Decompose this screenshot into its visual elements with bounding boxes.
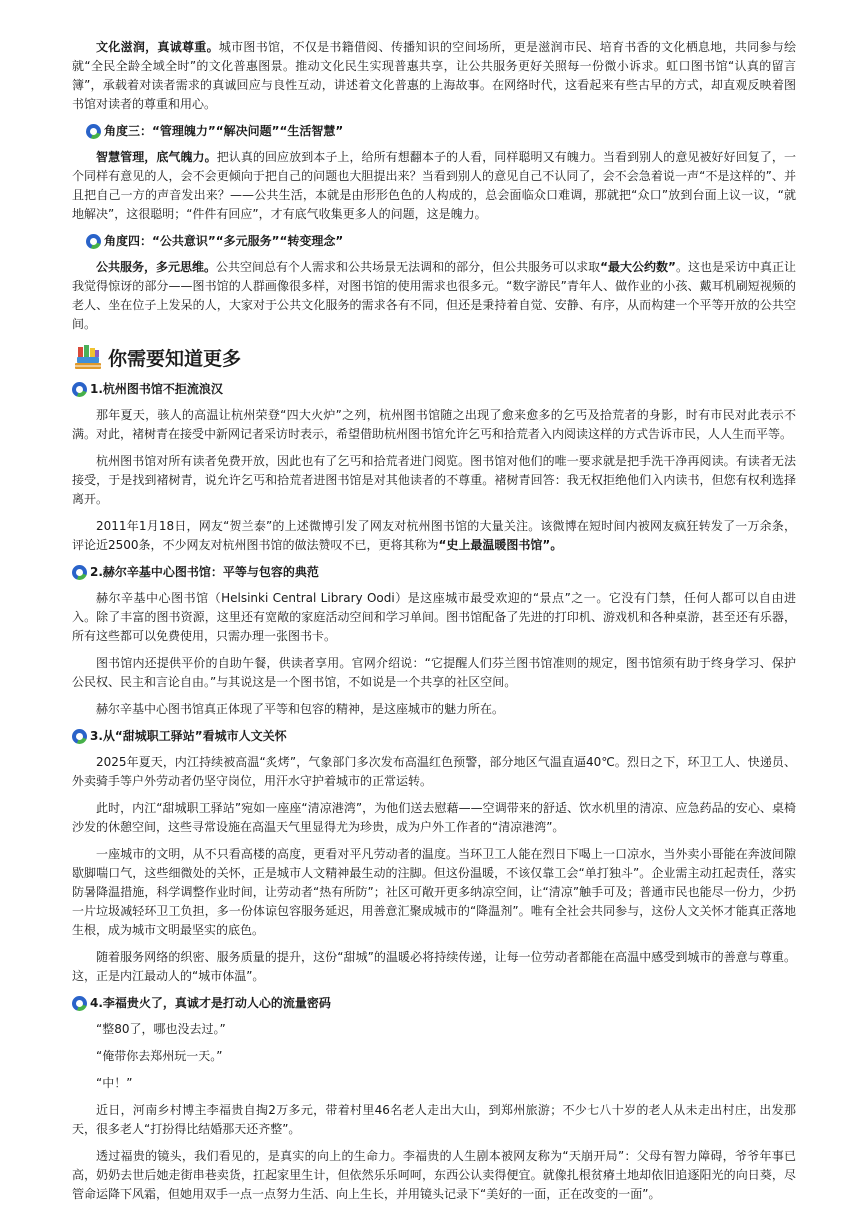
paragraph-text: 。这也是采访中真正让我觉得惊讶的部分——图书馆的人群画像很多样，对图书馆的使用需求也很多元。“数字游民”青年人、做作业的小孩、戴耳机刷短视频的老人、坐在位子上发呆的人，大家对于公共文化服务的需求各有不同，但还是秉持着自觉、安静、有序，从而构建一个平等开放的公共空间。 bbox=[72, 260, 796, 331]
angle-heading-text: 角度三：“管理魄力”“解决问题”“生活智慧” bbox=[104, 124, 344, 138]
paragraph-emphasis: “史上最温暖图书馆”。 bbox=[438, 538, 563, 552]
paragraph-emphasis: “最大公约数” bbox=[600, 260, 676, 274]
section-heading-text: 你需要知道更多 bbox=[108, 348, 242, 370]
paragraph: 那年夏天，骇人的高温让杭州荣登“四大火炉”之列，杭州图书馆随之出现了愈来愈多的乞丐及拾荒者的身影，时有市民对此表示不满。对此，褚树青在接受中新网记者采访时表示，希望借助杭州图书馆允许乞丐和拾荒者入内阅读这样的方式告诉市民，人人生而平等。 bbox=[72, 408, 796, 441]
angle-heading-text: 角度四：“公共意识”“多元服务”“转变理念” bbox=[104, 234, 344, 248]
pie-bullet-icon bbox=[86, 124, 101, 139]
paragraph-lead: 文化滋润，真诚尊重。 bbox=[96, 40, 219, 54]
pie-bullet-icon bbox=[72, 382, 87, 397]
pie-bullet-icon bbox=[72, 729, 87, 744]
subsection-heading-text: 4.李福贵火了，真诚才是打动人心的流量密码 bbox=[90, 996, 331, 1010]
paragraph-culture bbox=[72, 38, 796, 114]
subsection-heading-text: 3.从“甜城职工驿站”看城市人文关怀 bbox=[90, 729, 287, 743]
dialogue-line: “整80了，哪也没去过。” bbox=[96, 1022, 226, 1036]
subsection-heading-text: 2.赫尔辛基中心图书馆：平等与包容的典范 bbox=[90, 565, 319, 579]
pie-bullet-icon bbox=[72, 996, 87, 1011]
paragraph: 随着服务网络的织密、服务质量的提升，这份“甜城”的温暖必将持续传递，让每一位劳动者都能在高温中感受到城市的善意与尊重。这，正是内江最动人的“城市体温”。 bbox=[72, 950, 796, 983]
paragraph: 一座城市的文明，从不只看高楼的高度，更看对平凡劳动者的温度。当环卫工人能在烈日下喝上一口凉水，当外卖小哥能在奔波间隙歇脚喘口气，这些细微处的关怀，正是城市人文精神最生动的注脚。但这份温暖，不该仅靠工会“单打独斗”。企业需主动扛起责任，落实防暑降温措施，科学调整作业时间，让劳动者“热有所防”；社区可敞开更多纳凉空间，让“清凉”触手可及；普通市民也能尽一份力，少扔一片垃圾减轻环卫工负担，多一份体谅包容服务延迟，用善意汇聚成城市的“降温剂”。唯有全社会共同参与，这份人文关怀才能真正落地生根，成为城市文明最坚实的底色。 bbox=[72, 847, 796, 937]
paragraph: 图书馆内还提供平价的自助午餐，供读者享用。官网介绍说：“它提醒人们芬兰图书馆准则的规定，图书馆须有助于终身学习、保护公民权、民主和言论自由。”与其说这是一个图书馆，不如说是一个共享的社区空间。 bbox=[72, 656, 796, 689]
paragraph-text: 把认真的回应放到本子上，给所有想翻本子的人看，同样聪明又有魄力。当看到别人的意见被好好回复了，一个同样有意见的人，会不会更倾向于把自己的问题也大胆提出来？当看到别人的意见自己不认同了，会不会急着说一声“不是这样的”、并且把自己一方的声音发出来？——公共生活，本就是由形形色色的人构成的，总会面临众口难调，那就把“众口”放到台面上议一议，“就地解决”，这很聪明；“件件有回应”，才有底气收集更多人的问题，这是魄力。 bbox=[72, 150, 796, 221]
paragraph bbox=[72, 517, 796, 555]
subsection-heading-1 bbox=[72, 380, 796, 399]
angle-heading-4 bbox=[86, 232, 796, 251]
paragraph: 此时，内江“甜城职工驿站”宛如一座座“清凉港湾”，为他们送去慰藉——空调带来的舒适、饮水机里的清凉、应急药品的安心、桌椅沙发的休憩空间，这些寻常设施在高温天气里显得尤为珍贵，成为户外工作者的“清凉港湾”。 bbox=[72, 801, 796, 834]
paragraph-text: 公共空间总有个人需求和公共场景无法调和的部分，但公共服务可以求取 bbox=[216, 260, 601, 274]
paragraph-public-service bbox=[72, 258, 796, 334]
paragraph-management bbox=[72, 148, 796, 224]
paragraph-lead: 智慧管理，底气魄力。 bbox=[96, 150, 217, 164]
section-heading bbox=[72, 342, 796, 372]
pie-bullet-icon bbox=[86, 234, 101, 249]
subsection-heading-2 bbox=[72, 563, 796, 582]
subsection-heading-4 bbox=[72, 994, 796, 1013]
dialogue-line: “中！” bbox=[96, 1076, 133, 1090]
paragraph: 杭州图书馆对所有读者免费开放，因此也有了乞丐和拾荒者进门阅览。图书馆对他们的唯一要求就是把手洗干净再阅读。有读者无法接受，于是找到褚树青，说允许乞丐和拾荒者进图书馆是对其他读者的不尊重。褚树青回答：我无权拒绝他们入内读书，但您有权利选择离开。 bbox=[72, 454, 796, 506]
paragraph: 赫尔辛基中心图书馆（Helsinki Central Library Oodi）是这座城市最受欢迎的“景点”之一。它没有门禁，任何人都可以自由进入。除了丰富的图书资源，这里还有宽敞的家庭活动空间和学习单间。图书馆配备了先进的打印机、游戏机和各种桌游，甚至还有乐器，所有这些都可以免费使用，只需办理一张图书卡。 bbox=[72, 591, 796, 643]
angle-heading-3 bbox=[86, 122, 796, 141]
pie-bullet-icon bbox=[72, 565, 87, 580]
paragraph: 2025年夏天，内江持续被高温“炙烤”，气象部门多次发布高温红色预警，部分地区气温直逼40℃。烈日之下，环卫工人、快递员、外卖骑手等户外劳动者仍坚守岗位，用汗水守护着城市的正常运转。 bbox=[72, 755, 796, 788]
paragraph: 赫尔辛基中心图书馆真正体现了平等和包容的精神，是这座城市的魅力所在。 bbox=[96, 702, 505, 716]
paragraph: 透过福贵的镜头，我们看见的，是真实的向上的生命力。李福贵的人生剧本被网友称为“天崩开局”：父母有智力障碍，爷爷年事已高，奶奶去世后她走街串巷卖货，扛起家里生计，但依然乐乐呵呵，东西公认卖得便宜。就像扎根贫瘠土地却依旧追逐阳光的向日葵，尽管命运降下风霜，但她用双手一点一点努力生活、向上生长，并用镜头记录下“美好的一面，正在改变的一面”。 bbox=[72, 1149, 796, 1201]
paragraph-text: 2011年1月18日，网友“贺兰泰”的上述微博引发了网友对杭州图书馆的大量关注。该微博在短时间内被网友疯狂转发了一万余条，评论近2500条，不少网友对杭州图书馆的做法赞叹不已，更将其称为 bbox=[72, 519, 796, 552]
books-icon bbox=[72, 342, 106, 372]
subsection-heading-text: 1.杭州图书馆不拒流浪汉 bbox=[90, 382, 223, 396]
paragraph-text: 城市图书馆，不仅是书籍借阅、传播知识的空间场所，更是滋润市民、培育书香的文化栖息地，共同参与绘就“全民全龄全域全时”的文化普惠图景。推动文化民生实现普惠共享，让公共服务更好关照每一份微小诉求。虹口图书馆“认真的留言簿”，承载着对读者需求的真诚回应与良性互动，讲述着文化普惠的上海故事。在网络时代，这看起来有些古早的方式，却直观反映着图书馆对读者的尊重和用心。 bbox=[72, 40, 796, 111]
subsection-heading-3 bbox=[72, 727, 796, 746]
paragraph: 近日，河南乡村博主李福贵自掏2万多元，带着村里46名老人走出大山，到郑州旅游；不少七八十岁的老人从未走出村庄，出发那天，很多老人“打扮得比结婚那天还齐整”。 bbox=[72, 1103, 796, 1136]
dialogue-line: “俺带你去郑州玩一天。” bbox=[96, 1049, 223, 1063]
paragraph-lead: 公共服务，多元思维。 bbox=[96, 260, 217, 274]
